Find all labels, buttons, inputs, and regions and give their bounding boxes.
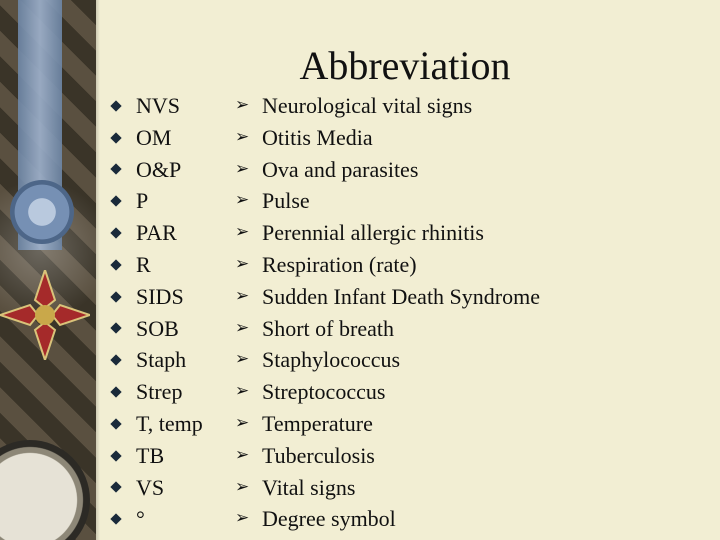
arrowhead-bullet-icon: ➢ bbox=[235, 126, 250, 147]
abbreviation-text: SOB bbox=[136, 315, 179, 341]
arrowhead-bullet-icon: ➢ bbox=[235, 444, 250, 465]
definition-text: Temperature bbox=[262, 410, 373, 436]
definition-text: Ova and parasites bbox=[262, 156, 419, 182]
abbreviation-text: ° bbox=[136, 506, 145, 532]
arrowhead-bullet-icon: ➢ bbox=[235, 190, 250, 211]
abbreviation-text: OM bbox=[136, 124, 172, 150]
arrowhead-bullet-icon: ➢ bbox=[235, 349, 250, 370]
arrowhead-bullet-icon: ➢ bbox=[235, 317, 250, 338]
arrowhead-bullet-icon: ➢ bbox=[235, 476, 250, 497]
diamond-bullet-icon bbox=[110, 418, 121, 429]
abbreviation-text: NVS bbox=[136, 93, 181, 118]
diamond-bullet-icon bbox=[110, 514, 121, 525]
definition-text: Streptococcus bbox=[262, 379, 386, 405]
diamond-bullet-icon bbox=[110, 291, 121, 302]
definition-text: Staphylococcus bbox=[262, 347, 401, 373]
diamond-bullet-icon bbox=[110, 355, 121, 366]
abbreviation-text: R bbox=[136, 251, 151, 277]
diamond-bullet-icon bbox=[110, 482, 121, 493]
definition-text: Tuberculosis bbox=[262, 442, 375, 468]
definition-text: Degree symbol bbox=[262, 506, 396, 532]
definition-text: Otitis Media bbox=[262, 124, 373, 150]
arrowhead-bullet-icon: ➢ bbox=[235, 95, 250, 115]
arrowhead-bullet-icon: ➢ bbox=[235, 508, 250, 529]
abbreviation-text: TB bbox=[136, 442, 165, 468]
diamond-bullet-icon bbox=[110, 100, 121, 111]
medal-cross-icon bbox=[0, 270, 90, 360]
decorative-side-photo bbox=[0, 0, 96, 540]
definition-text: Vital signs bbox=[262, 474, 356, 500]
compass-image bbox=[0, 440, 90, 540]
abbreviation-text: T, temp bbox=[136, 410, 203, 436]
arrowhead-bullet-icon: ➢ bbox=[235, 285, 250, 306]
abbreviation-text: VS bbox=[136, 474, 165, 500]
diamond-bullet-icon bbox=[110, 196, 121, 207]
abbreviation-text: Staph bbox=[136, 347, 187, 373]
definition-text: Perennial allergic rhinitis bbox=[262, 220, 484, 246]
side-edge-shadow bbox=[96, 0, 100, 540]
arrowhead-bullet-icon: ➢ bbox=[235, 253, 250, 274]
arrowhead-bullet-icon: ➢ bbox=[235, 412, 250, 433]
diamond-bullet-icon bbox=[110, 450, 121, 461]
definition-text: Neurological vital signs bbox=[262, 93, 473, 118]
diamond-bullet-icon bbox=[110, 259, 121, 270]
abbreviation-text: Strep bbox=[136, 379, 183, 405]
diamond-bullet-icon bbox=[110, 323, 121, 334]
abbreviation-text: PAR bbox=[136, 220, 177, 246]
definition-text: Respiration (rate) bbox=[262, 251, 417, 277]
ribbon-rosette-image bbox=[10, 180, 74, 244]
slide-title: Abbreviation bbox=[299, 43, 511, 88]
abbreviation-text: SIDS bbox=[136, 283, 184, 309]
arrowhead-bullet-icon: ➢ bbox=[235, 158, 250, 179]
abbreviation-text: P bbox=[136, 188, 149, 214]
diamond-bullet-icon bbox=[110, 132, 121, 143]
definition-text: Short of breath bbox=[262, 315, 394, 341]
abbreviation-text: O&P bbox=[136, 156, 182, 182]
definition-text: Sudden Infant Death Syndrome bbox=[262, 283, 540, 309]
diamond-bullet-icon bbox=[110, 386, 121, 397]
definition-text: Pulse bbox=[262, 188, 310, 214]
arrowhead-bullet-icon: ➢ bbox=[235, 381, 250, 402]
diamond-bullet-icon bbox=[110, 164, 121, 175]
diamond-bullet-icon bbox=[110, 227, 121, 238]
arrowhead-bullet-icon: ➢ bbox=[235, 222, 250, 243]
